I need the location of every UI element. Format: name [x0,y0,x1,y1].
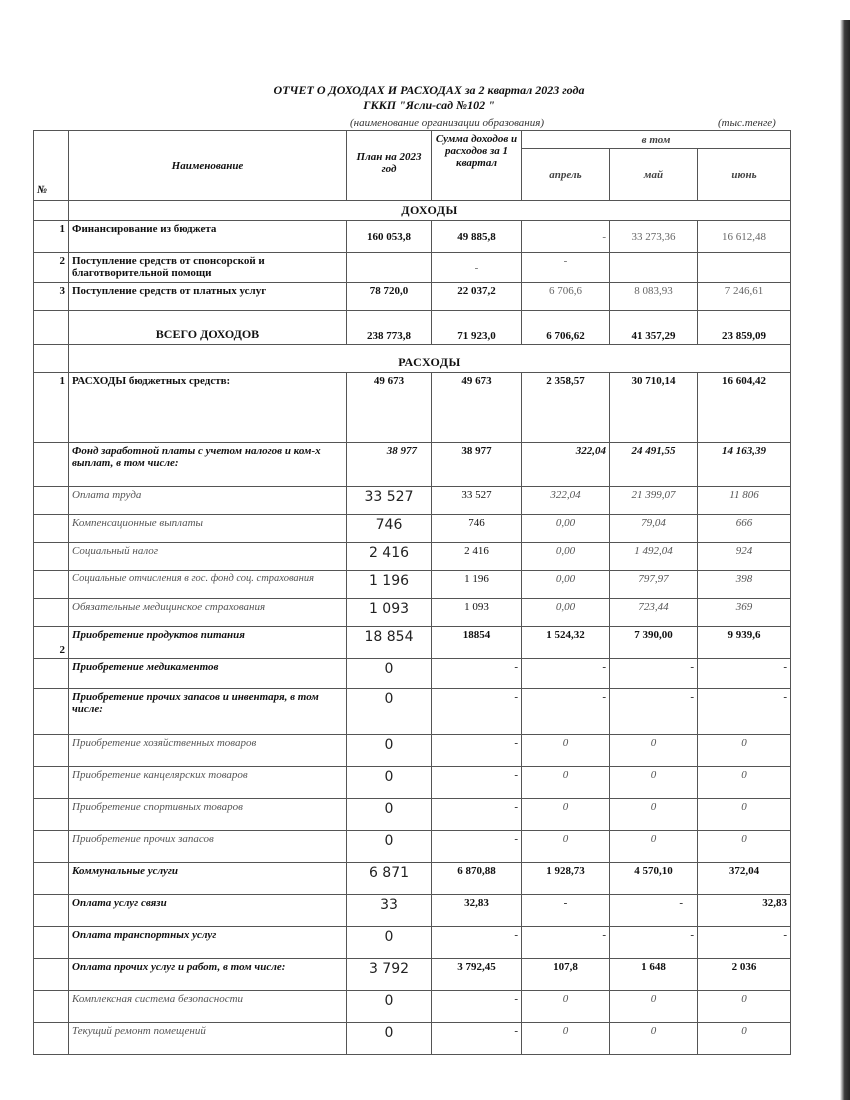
table-row: 1 Финансирование из бюджета 160 053,8 49 885,8 - 33 273,36 16 612,48 [34,221,791,253]
col-header-name: Наименование [69,131,347,201]
income-total-row: ВСЕГО ДОХОДОВ 238 773,8 71 923,0 6 706,62 41 357,29 23 859,09 [34,311,791,345]
table-row: 2 Поступление средств от спонсорской и благотворительной помощи - - [34,253,791,283]
col-header-april: апрель [522,149,610,201]
table-row: Фонд заработной платы с учетом налогов и ком-х выплат, в том числе: 38 977 38 977 322,04 24 491,55 14 163,39 [34,443,791,487]
col-header-sum: Сумма доходов и расходов за 1 квартал [432,131,522,201]
table-row: Оплата услуг связи 33 32,83 - - 32,83 [34,895,791,927]
org-caption: (наименование организации образования) [350,117,545,129]
table-row: 3 Поступление средств от платных услуг 78 720,0 22 037,2 6 706,6 8 083,93 7 246,61 [34,283,791,311]
table-row: Обязательные медицинское страхования 1 093 1 093 0,00 723,44 369 [34,599,791,627]
table-row: Приобретение хозяйственных товаров 0 - 0 0 0 [34,735,791,767]
table-row: Оплата труда 33 527 33 527 322,04 21 399,07 11 806 [34,487,791,515]
scan-edge [840,20,850,1100]
table-row: Компенсационные выплаты 746 746 0,00 79,04 666 [34,515,791,543]
table-row: Приобретение канцелярских товаров 0 - 0 0 0 [34,767,791,799]
report-table [33,130,791,1055]
col-header-june: июнь [698,149,791,201]
table-row: Приобретение медикаментов 0 - - - - [34,659,791,689]
col-header-no: № [34,131,69,201]
table-row: Коммунальные услуги 6 871 6 870,88 1 928,73 4 570,10 372,04 [34,863,791,895]
expenses-section-heading: РАСХОДЫ [69,345,791,373]
income-section-heading: ДОХОДЫ [69,201,791,221]
report-title: ОТЧЕТ О ДОХОДАХ И РАСХОДАХ за 2 квартал 2023 года [273,83,585,97]
col-header-plan: План на 2023 год [347,131,432,201]
col-header-including: в том [522,131,791,149]
col-header-may: май [610,149,698,201]
org-name: ГККП "Ясли-сад №102 " [363,98,495,112]
table-row: Оплата транспортных услуг 0 - - - - [34,927,791,959]
table-row: 1 РАСХОДЫ бюджетных средств: 49 673 49 673 2 358,57 30 710,14 16 604,42 [34,373,791,443]
table-row: 2 Приобретение продуктов питания 18 854 18854 1 524,32 7 390,00 9 939,6 [34,627,791,659]
table-row: Приобретение спортивных товаров 0 - 0 0 0 [34,799,791,831]
table-row: Социальный налог 2 416 2 416 0,00 1 492,04 924 [34,543,791,571]
table-row: Текущий ремонт помещений 0 - 0 0 0 [34,1023,791,1055]
table-row: Комплексная система безопасности 0 - 0 0 0 [34,991,791,1023]
table-row: Приобретение прочих запасов и инвентаря, в том числе: 0 - - - - [34,689,791,735]
table-row: Приобретение прочих запасов 0 - 0 0 0 [34,831,791,863]
table-row: Оплата прочих услуг и работ, в том числе: 3 792 3 792,45 107,8 1 648 2 036 [34,959,791,991]
units-caption: (тыс.тенге) [718,117,776,129]
table-row: Социальные отчисления в гос. фонд соц. страхования 1 196 1 196 0,00 797,97 398 [34,571,791,599]
